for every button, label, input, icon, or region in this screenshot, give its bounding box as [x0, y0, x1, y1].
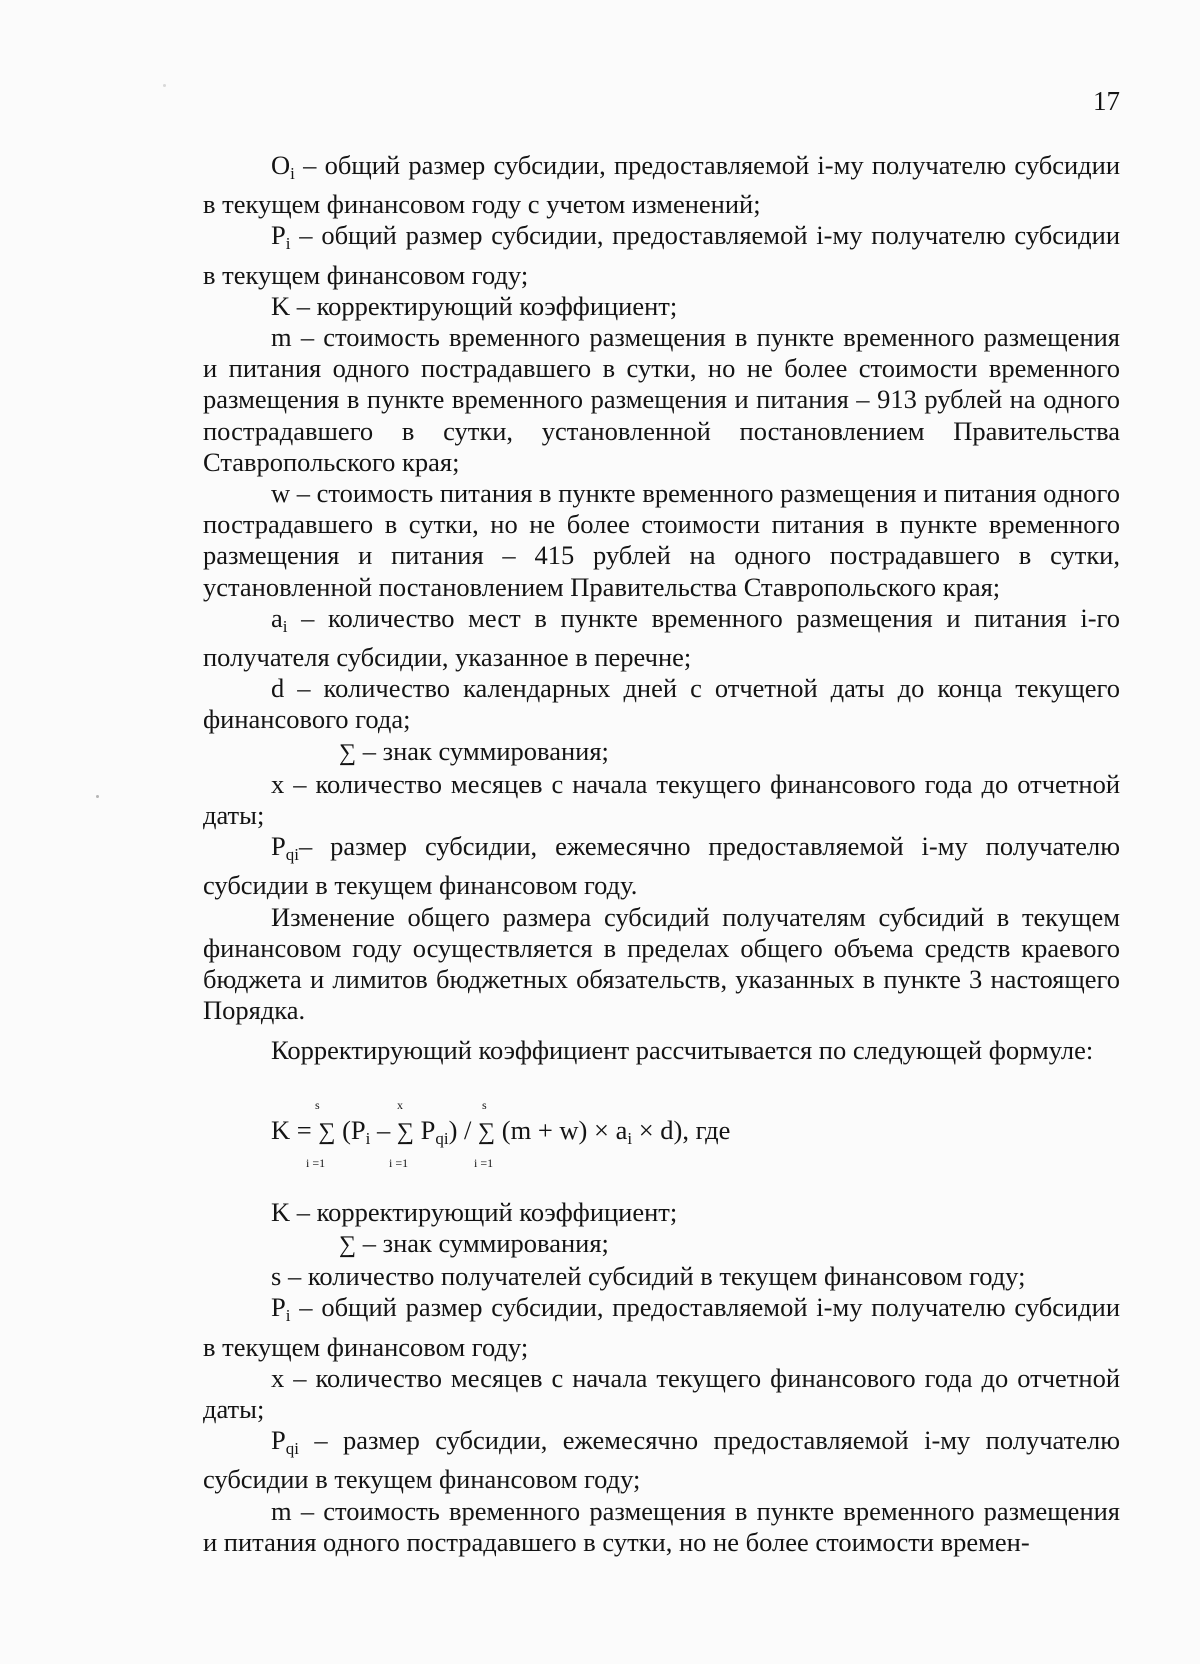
sum-symbol: ∑ [339, 1231, 357, 1258]
sum-upper-limit: s [315, 1097, 320, 1112]
sum-symbol: ∑ [478, 1118, 496, 1145]
subscript: i [290, 164, 295, 183]
sum-symbol: ∑ [396, 1118, 414, 1145]
symbol-p: P [271, 1425, 286, 1456]
formula-text: – [370, 1114, 397, 1145]
definition-sum [203, 736, 1120, 769]
definition-text: – размер субсидии, ежемесячно предоставляемой i-му получателю субсидии в текущем финансовом году. [203, 831, 1120, 901]
definition-k: K – корректирующий коэффициент; [271, 290, 678, 321]
sum-upper-limit: x [397, 1097, 403, 1112]
scan-speck [96, 795, 99, 798]
correction-coefficient-formula [203, 1095, 1120, 1175]
formula-definition-k: K – корректирующий коэффициент; [271, 1196, 678, 1227]
sum-symbol: ∑ [339, 739, 357, 766]
formula-definition-m: m – стоимость временного размещения в пункте временного размещения и питания одного пострадавшего в сутки, но не более стоимости времен- [203, 1495, 1120, 1557]
formula-definition-s: s – количество получателей субсидий в текущем финансовом году; [271, 1261, 1026, 1292]
symbol-p: P [271, 1292, 286, 1323]
document-body [203, 150, 1120, 1558]
formula-definition-pi [203, 1292, 1120, 1362]
definition-x: x – количество месяцев с начала текущего финансового года до отчетной даты; [203, 768, 1120, 831]
definition-text: – количество мест в пункте временного размещения и питания i-го получателя субсидии, указанное в перечне; [203, 602, 1120, 673]
sum-upper-limit: s [482, 1097, 487, 1112]
definition-text: – размер субсидии, ежемесячно предоставляемой i-му получателю субсидии в текущем финансовом году; [203, 1425, 1120, 1495]
symbol-p: P [271, 220, 286, 251]
formula-definition-pqi [203, 1425, 1120, 1495]
symbol-o: O [271, 150, 291, 180]
definition-text: – общий размер субсидии, предоставляемой i-му получателю субсидии в текущем финансовом году; [203, 220, 1120, 290]
definition-text: – знак суммирования; [356, 735, 609, 766]
subscript: i [285, 234, 291, 254]
subscript: qi [285, 1439, 299, 1459]
definition-pqi [203, 831, 1120, 901]
formula-text: × d), где [632, 1114, 731, 1145]
sum-lower-limit: i =1 [474, 1155, 494, 1170]
definition-w: w – стоимость питания в пункте временного размещения и питания одного пострадавшего в сутки, но не более стоимости питания в пункте временного размещения и питания – 415 рублей на одного пострадавшего в сутки, установленной постановлением Правительства Ставропольского края; [203, 478, 1120, 602]
formula-text: (m + w) × a [495, 1114, 628, 1145]
scan-speck [163, 84, 166, 87]
page-number: 17 [1093, 86, 1120, 116]
paragraph-formula-intro: Корректирующий коэффициент рассчитывается по следующей формуле: [271, 1035, 1094, 1066]
formula-text: P [414, 1114, 436, 1145]
subscript: i [285, 1306, 291, 1326]
subscript: qi [285, 845, 299, 865]
definition-m: m – стоимость временного размещения в пункте временного размещения и питания одного пострадавшего в сутки, но не более стоимости временного размещения в пункте временного размещения и питания – 913 рублей на одного пострадавшего в сутки, установленной постановлением Правительства Ставропольского края; [203, 322, 1120, 477]
paragraph-change-limits: Изменение общего размера субсидий получателям субсидий в текущем финансовом году осуществляется в пределах общего объема средств краевого бюджета и лимитов бюджетных обязательств, указанных в пункте 3 настоящего Порядка. [203, 901, 1120, 1026]
formula-text: (P [335, 1114, 366, 1145]
formula-text: ) / [448, 1114, 479, 1145]
definition-d: d – количество календарных дней с отчетной даты до конца текущего финансового года; [203, 673, 1120, 735]
symbol-a: a [271, 602, 283, 633]
subscript: i [365, 1128, 371, 1148]
definition-text: – общий размер субсидии, предоставляемой i-му получателю субсидии в текущем финансовом году; [203, 1292, 1120, 1362]
formula-text: K = [271, 1114, 319, 1145]
definition-oi [203, 150, 1120, 220]
subscript: i [627, 1128, 633, 1148]
sum-lower-limit: i =1 [306, 1155, 326, 1170]
subscript: i [282, 616, 288, 636]
definition-text: – общий размер субсидии, предоставляемой i-му получателю субсидии в текущем финансовом году с учетом изменений; [203, 150, 1120, 220]
symbol-p: P [271, 831, 286, 862]
definition-ai [203, 603, 1120, 673]
subscript: qi [435, 1128, 449, 1148]
sum-lower-limit: i =1 [389, 1155, 409, 1170]
formula-definition-x: x – количество месяцев с начала текущего финансового года до отчетной даты; [203, 1362, 1120, 1424]
sum-symbol: ∑ [318, 1118, 336, 1145]
definition-pi [203, 220, 1120, 290]
formula-definition-sum [203, 1228, 1120, 1261]
formula-expression [271, 1115, 730, 1154]
definition-text: – знак суммирования; [356, 1227, 609, 1258]
